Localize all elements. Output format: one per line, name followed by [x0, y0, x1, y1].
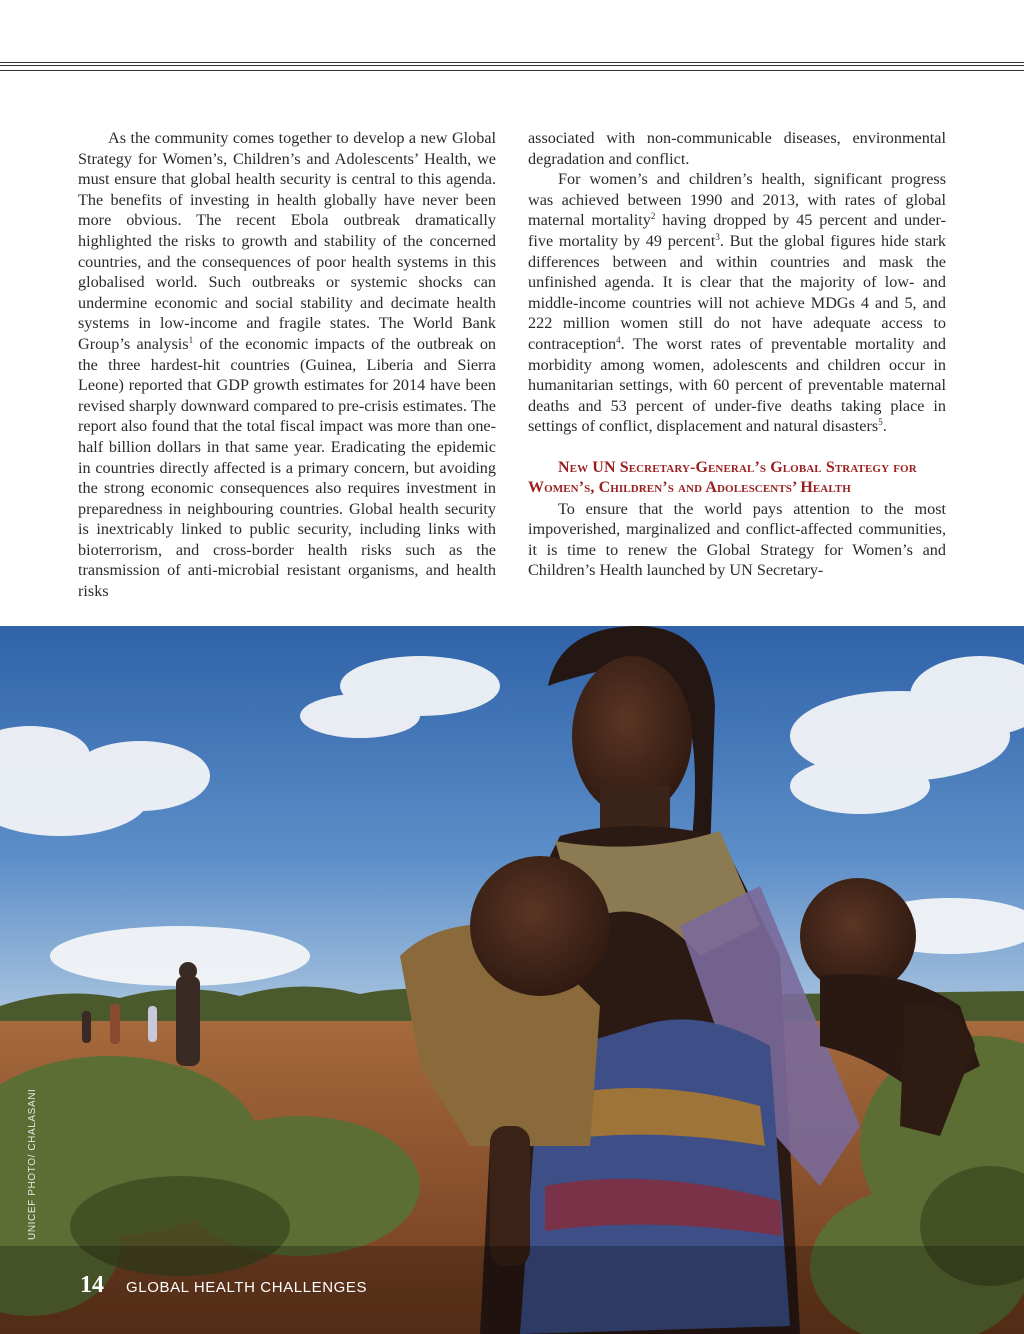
photo-illustration — [0, 626, 1024, 1334]
text-run: . — [882, 417, 887, 436]
header-rule — [0, 62, 1024, 71]
text-run: . The worst rates of preventable mortality and morbidity among women, adolescents and children occur in humanitarian settings, with 60 percent of preventable maternal deaths and 53 percent of under-five deaths taking place in settings of conflict, displacement and natural disasters — [528, 334, 946, 436]
page-number: 14 — [80, 1272, 104, 1298]
right-column — [528, 128, 946, 581]
footnote-ref: 4 — [616, 334, 621, 345]
footnote-ref: 5 — [878, 417, 883, 428]
text-run: As the community comes together to develop a new Global Strategy for Women’s, Children’s and Adolescents’ Health, we must ensure that global health security is central to this agenda. The benefits of investing in health globally have never been more obvious. The recent Ebola outbreak dramatically highlighted the risks to growth and stability of the concerned countries, and the consequences of poor health systems in this globalised world. Such outbreaks or systemic shocks can undermine economic and social stability and decimate health systems in low-income and fragile states. The World Bank Group’s analysis — [78, 129, 496, 353]
footnote-ref: 2 — [650, 211, 656, 222]
section-subheading: New UN Secretary-General’s Global Strategy for Women’s, Children’s and Adolescents’ Health — [528, 458, 917, 497]
text-run: of the economic impacts of the outbreak on the three hardest-hit countries (Guinea, Liberia and Sierra Leone) reported that GDP growth estimates for 2014 have been revised sharply downward compared to pre-crisis estimates. The report also found that the total fiscal impact was more than one-half billion dollars in that same year. Eradicating the epidemic in countries directly affected is a primary concern, but avoiding the strong economic consequences also requires investment in preparedness in neighbouring countries. Global health security is inextricably linked to public security, including links with bioterrorism, and cross-border health risks such as the transmission of anti-microbial resistant organisms, and health risks — [78, 334, 497, 601]
paragraph — [528, 169, 946, 437]
text-run: associated with non-communicable diseases, environmental degradation and conflict. — [528, 129, 946, 168]
section-title: GLOBAL HEALTH CHALLENGES — [126, 1279, 368, 1296]
cover-photo — [0, 626, 1024, 1334]
paragraph — [528, 499, 946, 581]
page-footer — [80, 1272, 367, 1299]
paragraph — [78, 128, 496, 602]
footnote-ref: 3 — [715, 231, 720, 242]
text-run: . But the global figures hide stark differences between and within countries and mask the unfinished agenda. It is clear that the majority of low- and middle-income countries will not achieve MDGs 4 and 5, and 222 million women still do not have adequate access to contraception — [528, 231, 946, 353]
left-column — [78, 128, 496, 602]
text-run: having dropped by 45 percent and under-five mortality by 49 percent — [528, 211, 946, 250]
left-child-head — [470, 856, 610, 996]
photo-credit: UNICEF PHOTO/ CHALASANI — [27, 1088, 38, 1240]
footnote-ref: 1 — [188, 334, 194, 345]
text-run: For women’s and children’s health, significant progress was achieved between 1990 and 2013, with rates of global maternal mortality — [528, 170, 946, 230]
text-run: To ensure that the world pays attention to the most impoverished, marginalized and conflict-affected communities, it is time to renew the Global Strategy for Women’s and Children’s Health launched by UN Secretary- — [528, 499, 946, 580]
paragraph-continuation — [528, 128, 946, 169]
